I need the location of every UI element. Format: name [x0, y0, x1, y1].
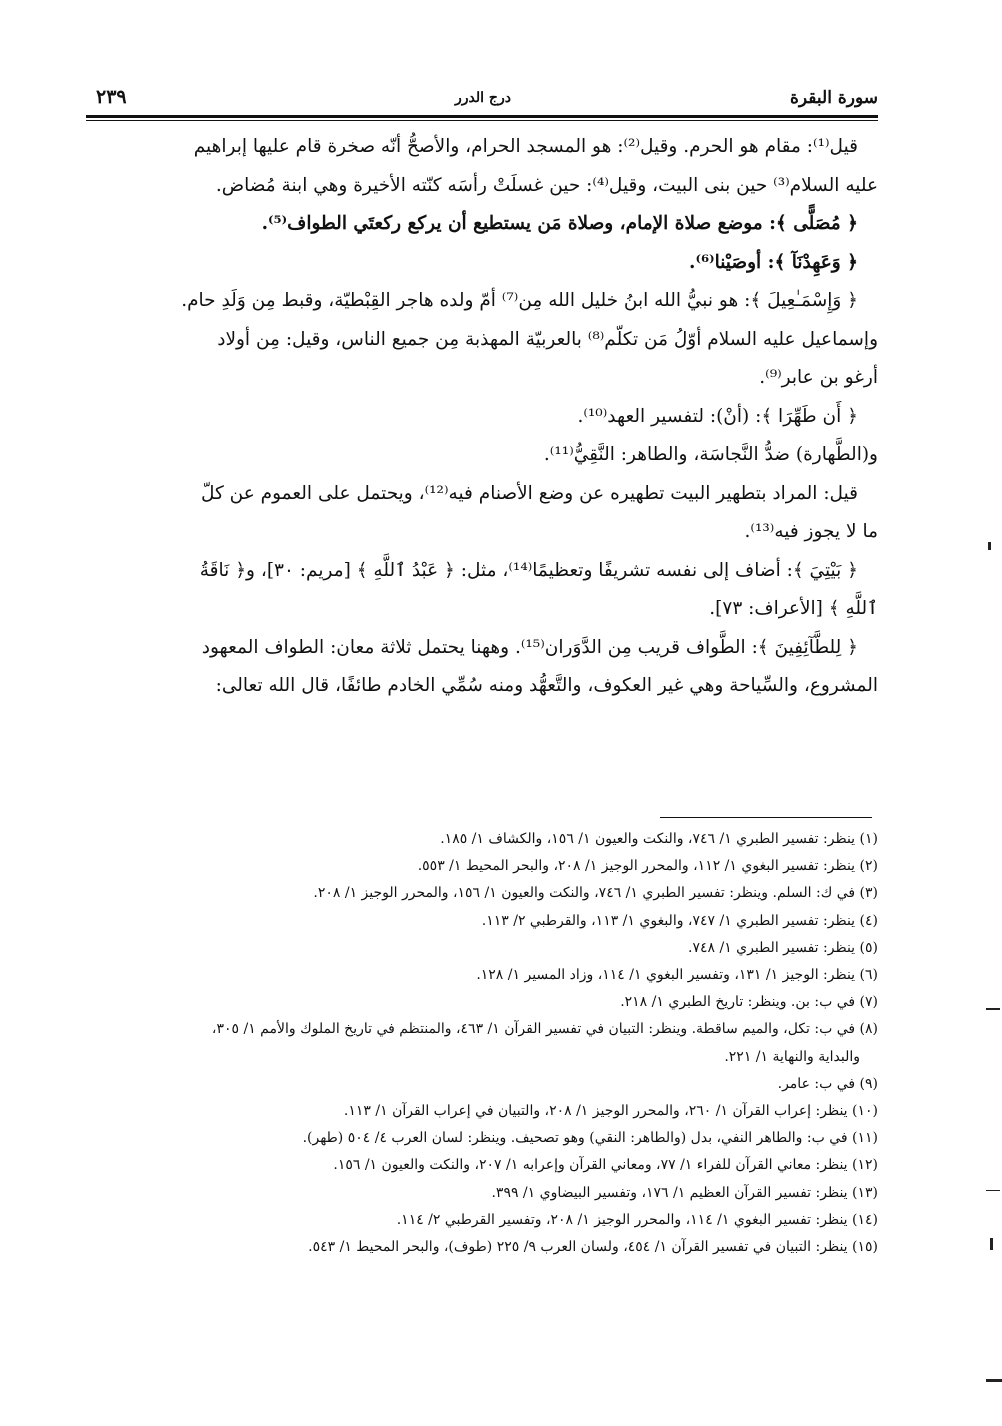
scan-mark: [986, 1008, 1000, 1010]
text-line: ٱللَّهِ ﴾ [الأعراف: ٧٣].: [709, 598, 878, 619]
text-line: قيل: المراد بتطهير البيت تطهيره عن وضع الأصنام فيه⁽¹²⁾، ويحتمل على العموم عن كلّ: [200, 482, 858, 504]
scan-mark: [988, 542, 991, 550]
footnotes: [150, 826, 878, 1261]
footnote: (٢) ينظر: تفسير البغوي ١/ ١١٢، والمحرر الوجيز ١/ ٢٠٨، والبحر المحيط ١/ ٥٥٣.: [417, 858, 878, 875]
quran-gloss-line: ﴿ لِلطَّآئِفِينَ ﴾: الطَّواف قريب مِن الدَّوَران⁽¹⁵⁾. وههنا يحتمل ثلاثة معان: الطواف المعهود: [201, 636, 858, 658]
footnote: (٨) في ب: تكل، والميم ساقطة. وينظر: التبيان في تفسير القرآن ١/ ٤٦٣، والمنتظم في تاريخ الملوك والأمم ١/ ٣٠٥،: [211, 1021, 878, 1038]
main-text: [96, 128, 878, 706]
text-line: و(الطَّهارة) ضدُّ النَّجاسَة، والطاهر: النَّقِيُّ⁽¹¹⁾.: [543, 444, 878, 465]
text-line: المشروع، والسِّياحة وهي غير العكوف، والتَّعهُّد ومنه سُمِّي الخادم طائفًا، قال الله تعالى:: [215, 675, 878, 696]
footnote: (١) ينظر: تفسير الطبري ١/ ٧٤٦، والنكت والعيون ١/ ١٥٦، والكشاف ١/ ١٨٥.: [440, 831, 878, 847]
page-number: ٢٣٩: [96, 86, 127, 108]
text-line: ما لا يجوز فيه⁽¹³⁾.: [744, 521, 878, 542]
text-line: قيل⁽¹⁾: مقام هو الحرم. وقيل⁽²⁾: هو المسجد الحرام، والأصحُّ أنّه صخرة قام عليها إبراهيم: [193, 136, 858, 157]
scan-mark: [986, 1190, 1000, 1191]
footnote: (٩) في ب: عامر.: [777, 1075, 878, 1092]
scan-mark: [990, 1238, 993, 1250]
text-line: وإسماعيل عليه السلام أوّلُ مَن تكلّم⁽⁸⁾ بالعربيّة المهذبة مِن جميع الناس، وقيل: مِن أولاد: [217, 328, 878, 350]
footnote: (١٢) ينظر: معاني القرآن للفراء ١/ ٧٧، ومعاني القرآن وإعرابه ١/ ٢٠٧، والنكت والعيون ١/ ١٥٦.: [333, 1157, 878, 1174]
footnote: (٣) في ك: السلم. وينظر: تفسير الطبري ١/ ٧٤٦، والنكت والعيون ١/ ١٥٦، والمحرر الوجيز ١/ ٢٠٨.: [313, 885, 878, 902]
quran-gloss-line: ﴿ مُصَلًّى ﴾: موضع صلاة الإمام، وصلاة مَن يستطيع أن يركع ركعتَي الطواف⁽⁵⁾.: [261, 213, 858, 234]
footnote: (١٠) ينظر: إعراب القرآن ١/ ٢٦٠، والمحرر الوجيز ١/ ٢٠٨، والتبيان في إعراب القرآن ١/ ١١٣.: [343, 1103, 878, 1120]
header-rule: [86, 115, 878, 118]
footnote: (١٣) ينظر: تفسير القرآن العظيم ١/ ١٧٦، وتفسير البيضاوي ١/ ٣٩٩.: [491, 1184, 878, 1201]
book-title: درج الدرر: [455, 90, 511, 106]
footnote: (١٥) ينظر: التبيان في تفسير القرآن ١/ ٤٥٤، ولسان العرب ٩/ ٢٢٥ (طوف)، والبحر المحيط ١/ ٥٤٣.: [308, 1239, 878, 1256]
quran-gloss-line: ﴿ بَيْتِيَ ﴾: أضاف إلى نفسه تشريفًا وتعظيمًا⁽¹⁴⁾، مثل: ﴿ عَبْدُ ٱللَّهِ ﴾ [مريم: ٣٠]، و﴿ نَاقَةُ: [199, 559, 858, 581]
footnote: (٦) ينظر: الوجيز ١/ ١٣١، وتفسير البغوي ١/ ١١٤، وزاد المسير ١/ ١٢٨.: [476, 967, 878, 984]
footnote-continuation: والبداية والنهاية ١/ ٢٢١.: [724, 1048, 860, 1065]
scan-mark: [986, 1379, 1002, 1382]
footnote: (٥) ينظر: تفسير الطبري ١/ ٧٤٨.: [688, 939, 878, 956]
quran-gloss-line: ﴿ وَعَهِدْنَآ ﴾: أوصَيْنا⁽⁶⁾.: [689, 251, 858, 273]
footnote: (١٤) ينظر: تفسير البغوي ١/ ١١٤، والمحرر الوجيز ١/ ٢٠٨، وتفسير القرطبي ٢/ ١١٤.: [396, 1211, 878, 1228]
text-line: أرغو بن عابر⁽⁹⁾.: [759, 367, 878, 388]
text-line: عليه السلام⁽³⁾ حين بنى البيت، وقيل⁽⁴⁾: حين غسلَتْ رأسَه كنّته الأخيرة وهي ابنة مُضاض.: [215, 174, 878, 196]
footnote: (٤) ينظر: تفسير الطبري ١/ ٧٤٧، والبغوي ١/ ١١٣، والقرطبي ٢/ ١١٣.: [481, 912, 878, 929]
footnote: (١١) في ب: والطاهر النفي، بدل (والطاهر: النقي) وهو تصحيف. وينظر: لسان العرب ٤/ ٥٠٤ (طهر).: [302, 1130, 878, 1147]
quran-gloss-line: ﴿ وَإِسْمَـٰعِيلَ ﴾: هو نبيُّ الله ابنُ خليل الله مِن⁽⁷⁾ أمّ ولده هاجر القِبْطيّة، وقبط مِن وَلَدِ حام.: [181, 290, 858, 311]
surah-title: سورة البقرة: [790, 88, 878, 108]
footnote: (٧) في ب: بن. وينظر: تاريخ الطبري ١/ ٢١٨.: [620, 994, 878, 1011]
quran-gloss-line: ﴿ أَن طَهِّرَا ﴾: (أنْ): لتفسير العهد⁽¹⁰⁾.: [577, 405, 858, 427]
running-header: [88, 86, 878, 112]
header-rule-thin: [86, 120, 878, 121]
footnote-separator: [660, 817, 872, 818]
